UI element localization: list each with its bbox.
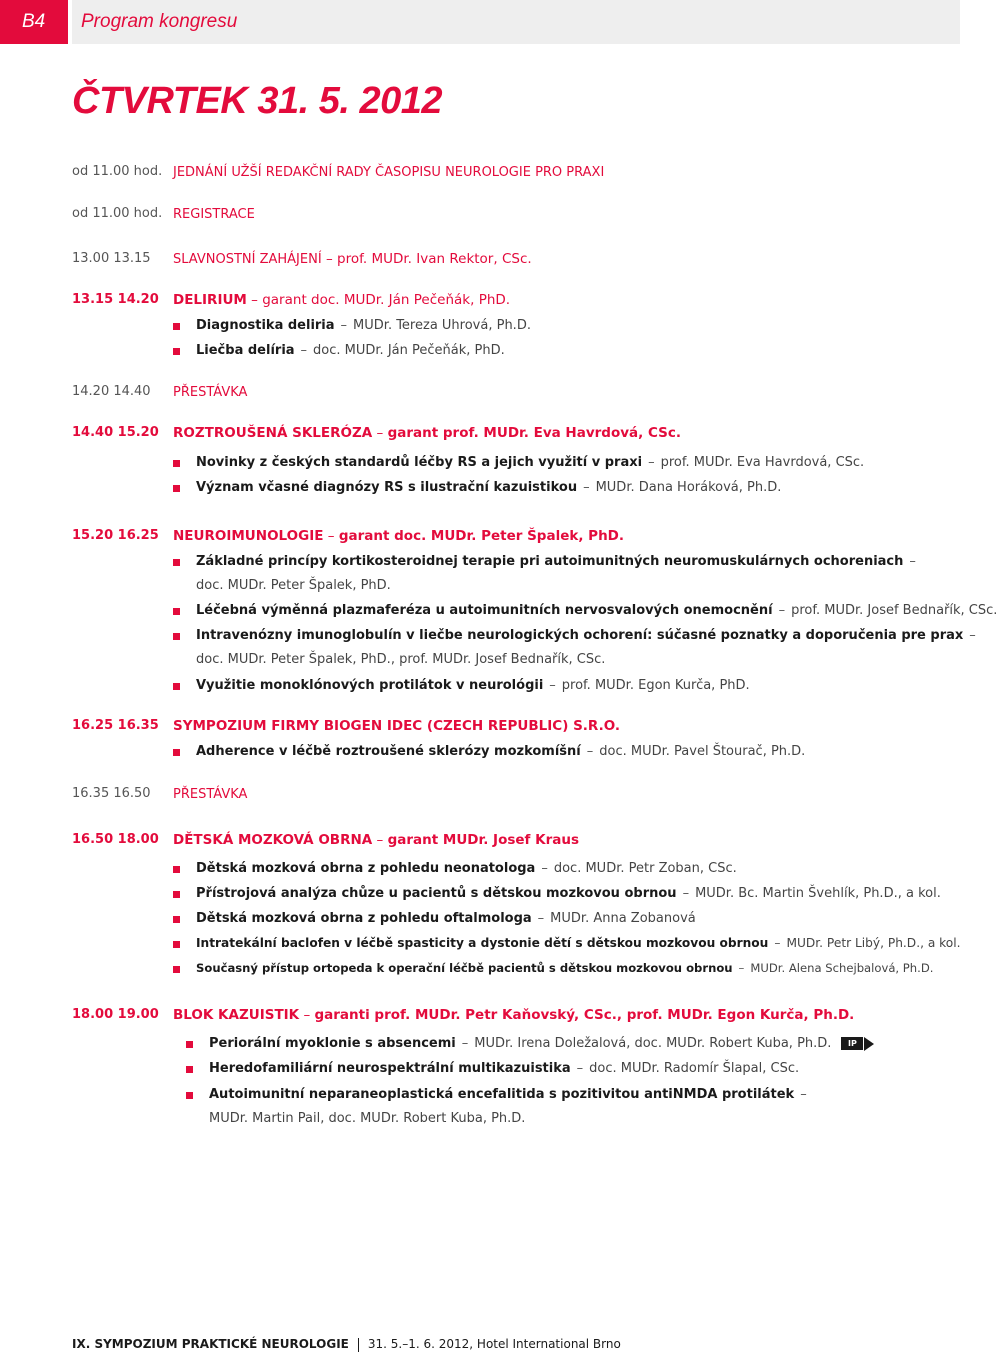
block-heading: BLOK KAZUISTIK – garanti prof. MUDr. Petr Kaňovský, CSc., prof. MUDr. Egon Kurča, Ph.D. bbox=[173, 1007, 855, 1023]
bullet-square-icon bbox=[173, 749, 180, 756]
block-time: 14.40 15.20 bbox=[72, 425, 159, 440]
bullet-square-icon bbox=[186, 1092, 193, 1099]
block-time: 18.00 19.00 bbox=[72, 1007, 159, 1022]
day-title: ČTVRTEK 31. 5. 2012 bbox=[72, 80, 442, 122]
bullet-square-icon bbox=[173, 966, 180, 973]
block-heading: JEDNÁNÍ UŽŠÍ REDAKČNÍ RADY ČASOPISU NEUROLOGIE PRO PRAXI bbox=[173, 165, 605, 180]
bullet-square-icon bbox=[173, 460, 180, 467]
ip-badge: IP bbox=[841, 1037, 863, 1050]
bullet-square-icon bbox=[173, 891, 180, 898]
block-time: 14.20 14.40 bbox=[72, 384, 151, 399]
header-bar bbox=[72, 0, 960, 44]
block-heading: NEUROIMUNOLOGIE – garant doc. MUDr. Peter Špalek, PhD. bbox=[173, 528, 625, 544]
block-time: 16.35 16.50 bbox=[72, 786, 151, 801]
bullet-square-icon bbox=[173, 559, 180, 566]
bullet-square-icon bbox=[173, 916, 180, 923]
block-heading: SYMPOZIUM FIRMY BIOGEN IDEC (CZECH REPUBLIC) S.R.O. bbox=[173, 718, 621, 734]
block-heading: DELIRIUM – garant doc. MUDr. Ján Pečeňák, PhD. bbox=[173, 292, 511, 308]
block-heading: ROZTROUŠENÁ SKLERÓZA – garant prof. MUDr. Eva Havrdová, CSc. bbox=[173, 425, 681, 441]
block-time: od 11.00 hod. bbox=[72, 206, 163, 221]
block-time: 15.20 16.25 bbox=[72, 528, 159, 543]
block-heading: REGISTRACE bbox=[173, 207, 255, 222]
header-title: Program kongresu bbox=[81, 11, 238, 32]
block-heading: DĚTSKÁ MOZKOVÁ OBRNA – garant MUDr. Josef Kraus bbox=[173, 832, 579, 848]
page-number: B4 bbox=[0, 0, 68, 44]
page-header bbox=[0, 0, 960, 44]
block-time: 16.25 16.35 bbox=[72, 718, 159, 733]
footer-event: IX. SYMPOZIUM PRAKTICKÉ NEUROLOGIE bbox=[72, 1337, 349, 1351]
block-time: 13.00 13.15 bbox=[72, 251, 151, 266]
bullet-square-icon bbox=[173, 485, 180, 492]
block-time: 16.50 18.00 bbox=[72, 832, 159, 847]
bullet-square-icon bbox=[173, 633, 180, 640]
bullet-square-icon bbox=[173, 683, 180, 690]
block-time: 13.15 14.20 bbox=[72, 292, 159, 307]
bullet-square-icon bbox=[173, 348, 180, 355]
footer-info: 31. 5.–1. 6. 2012, Hotel International Brno bbox=[367, 1337, 621, 1351]
page-footer bbox=[72, 1337, 621, 1352]
bullet-square-icon bbox=[173, 323, 180, 330]
bullet-square-icon bbox=[173, 866, 180, 873]
bullet-square-icon bbox=[186, 1066, 193, 1073]
bullet-square-icon bbox=[173, 941, 180, 948]
block-heading: PŘESTÁVKA bbox=[173, 385, 248, 400]
bullet-square-icon bbox=[186, 1041, 193, 1048]
bullet-square-icon bbox=[173, 608, 180, 615]
block-heading: PŘESTÁVKA bbox=[173, 787, 248, 802]
block-time: od 11.00 hod. bbox=[72, 164, 163, 179]
play-arrow-icon bbox=[864, 1037, 874, 1051]
footer-divider bbox=[358, 1338, 359, 1352]
block-heading: SLAVNOSTNÍ ZAHÁJENÍ – prof. MUDr. Ivan Rektor, CSc. bbox=[173, 251, 532, 267]
